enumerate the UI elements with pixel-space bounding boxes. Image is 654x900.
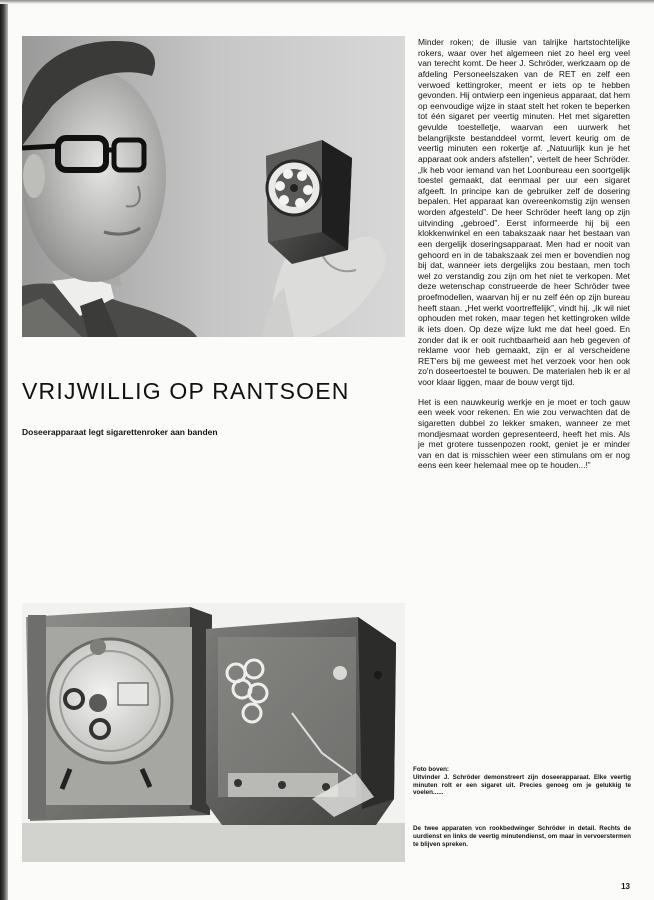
caption-top-label: Foto boven: [413,766,450,773]
caption-top-text: Uitvinder J. Schröder demonstreert zijn doseerapparaat. Elke veertig minuten rolt er een sigaret uit. Precies genoeg om je gelukkig te voelen...... [413,773,631,797]
article-paragraph: Minder roken; de illusie van talrijke hartstochtelijke rokers, waar over het algemeen niet zo heel erg veel van terecht komt. De heer J. Schröder, werkzaam op de afdeling Personeelszaken van de RET en zelf een verwoed kettingroker, meent er iets op te hebben gevonden. Hij ontwierp een ingenieus apparaat, dat hem op eenvoudige wijze in staat stelt het roken te beperken tot één sigaret per veertig minuten. Het met sigaretten gevulde toestelletje, waarvan een uurwerk het belangrijkste bestanddeel vormt, levert keurig om de veertig minuten een rokertje af. „Natuurlijk kun je het apparaat ook anders afstellen”, vertelt de heer Schröder. „Ik heb voor iemand van het Loonbureau een soortgelijk toestel gemaakt, dat eenmaal per uur een sigaret afgeeft. In principe kan de gebruiker zelf de dosering bepalen. Het apparaat kan overeenkomstig zijn wensen worden afgesteld”. De heer Schröder heeft lang op zijn uitvinding „gebroed”. Eerst informeerde hij bij een klokkenwinkel en een tabakszaak naar het bestaan van een dergelijk doseringsapparaat. Men had er nooit van gehoord en in de tabakszaak zei men er bovendien nog bij dat, wanneer iets dergelijks zou bestaan, men toch wel zo verstandig zou zijn om het niet te verkopen. Met deze wetenschap construeerde de heer Schröder twee proefmodellen, waarvan hij er nu zelf één op zijn bureau heeft staan. „Het werkt voortreffelijk”, vindt hij. „Ik wil niet ophouden met roken, maar tegen het kettingroken wilde ik iets doen. Op deze wijze lukt me dat heel goed. En zonder dat ik er ooit ruchtbaarheid aan heb gegeven of reklame voor heb gemaakt, zijn er al verscheidene RET'ers bij me geweest met het verzoek voor hen ook zo'n doseertoestel te bouwen. De materialen heb ik er al voor klaar liggen, maar de bouw vergt tijd. [418,37,630,387]
photo-devices-image [22,603,405,862]
page-top-edge [0,0,654,4]
caption-top [413,766,631,797]
article-body [418,37,630,480]
page-binding-edge [0,0,8,900]
article-headline: VRIJWILLIG OP RANTSOEN [22,378,350,404]
page-number: 13 [621,882,630,891]
photo-captions [413,766,631,849]
photo-inventor-image [22,36,405,337]
caption-bottom: De twee apparaten vcn rookbedwinger Schröder in detail. Rechts de uurdienst en links de veertig minutendienst, om maar in vervoerstermen te blijven spreken. [413,825,631,848]
article-paragraph: Het is een nauwkeurig werkje en je moet er toch gauw een week voor rekenen. En wie zou verwachten dat de sigaretten dubbel zo lekker smaken, wanneer ze met mondjesmaat worden gepresenteerd, heeft het mis. Als je met grotere tussenpozen rookt, geniet je er minder van en dat is misschien weer een stimulans om er nog eens een keer helemaal mee op te houden...!” [418,396,630,471]
photo-inventor-with-device [22,36,405,337]
article-subheadline: Doseerapparaat legt sigarettenroker aan banden [22,427,218,437]
photo-two-devices [22,603,405,862]
